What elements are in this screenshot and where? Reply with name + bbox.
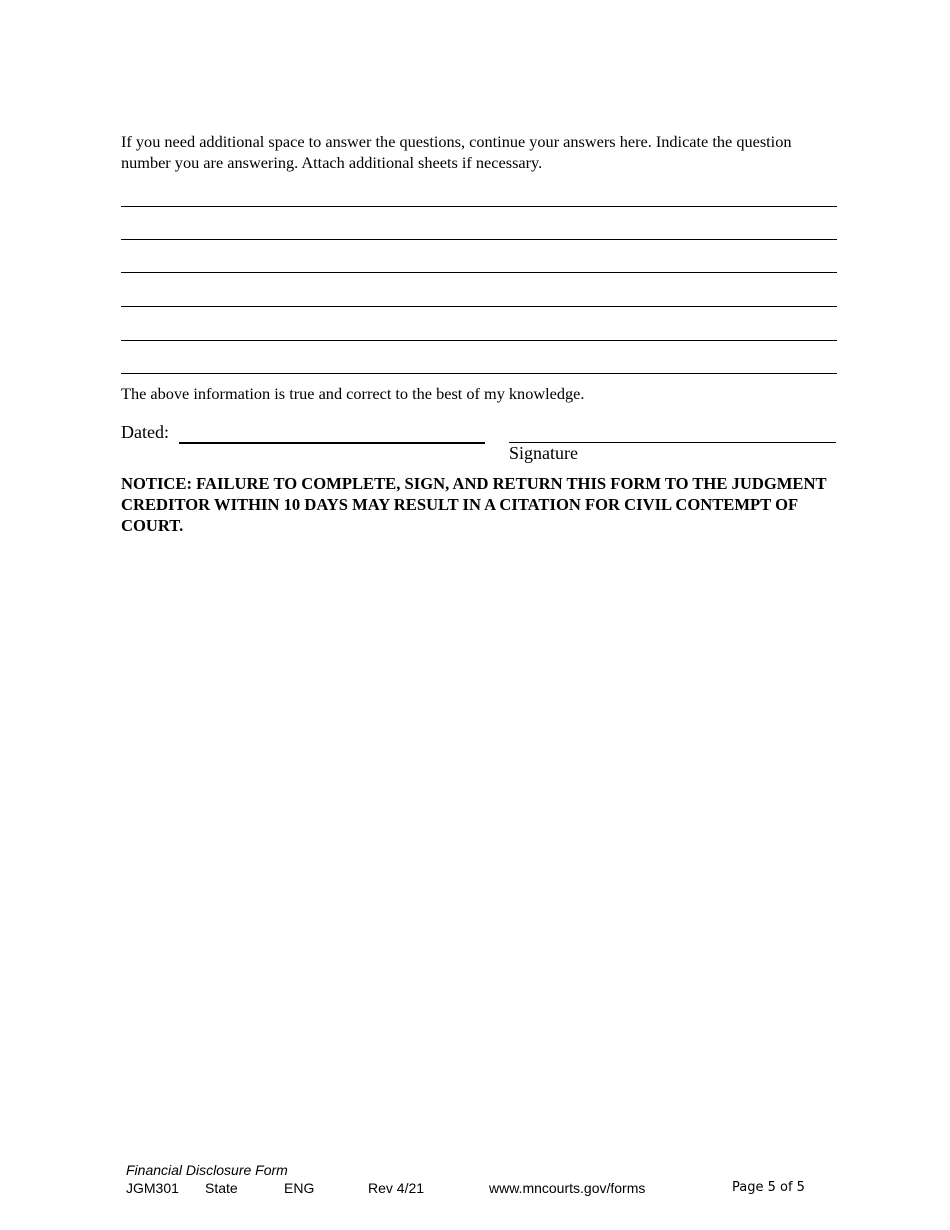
answer-line-1[interactable] <box>121 206 837 207</box>
continuation-instructions: If you need additional space to answer the questions, continue your answers here. Indicate the question number you are answering. Attach additional sheets if necessary. <box>121 132 792 172</box>
answer-line-2[interactable] <box>121 239 837 240</box>
attestation-statement: The above information is true and correct to the best of my knowledge. <box>121 384 585 403</box>
contempt-notice: NOTICE: FAILURE TO COMPLETE, SIGN, AND RETURN THIS FORM TO THE JUDGMENT CREDITOR WITHIN 10 DAYS MAY RESULT IN A CITATION FOR CIVIL CONTEMPT OF COURT. <box>121 474 827 535</box>
answer-line-6[interactable] <box>121 373 837 374</box>
answer-line-3[interactable] <box>121 272 837 273</box>
footer-language: ENG <box>284 1180 315 1196</box>
footer-page-number: Page 5 of 5 <box>732 1180 805 1195</box>
answer-line-5[interactable] <box>121 340 837 341</box>
footer-revision: Rev 4/21 <box>368 1180 425 1196</box>
dated-field[interactable] <box>179 442 485 444</box>
signature-label: Signature <box>509 443 578 463</box>
answer-line-4[interactable] <box>121 306 837 307</box>
footer-jurisdiction: State <box>205 1180 238 1196</box>
footer-website-link[interactable]: www.mncourts.gov/forms <box>489 1180 646 1196</box>
dated-label: Dated: <box>121 422 169 442</box>
footer-form-title: Financial Disclosure Form <box>126 1162 288 1178</box>
footer-form-code: JGM301 <box>126 1180 179 1196</box>
